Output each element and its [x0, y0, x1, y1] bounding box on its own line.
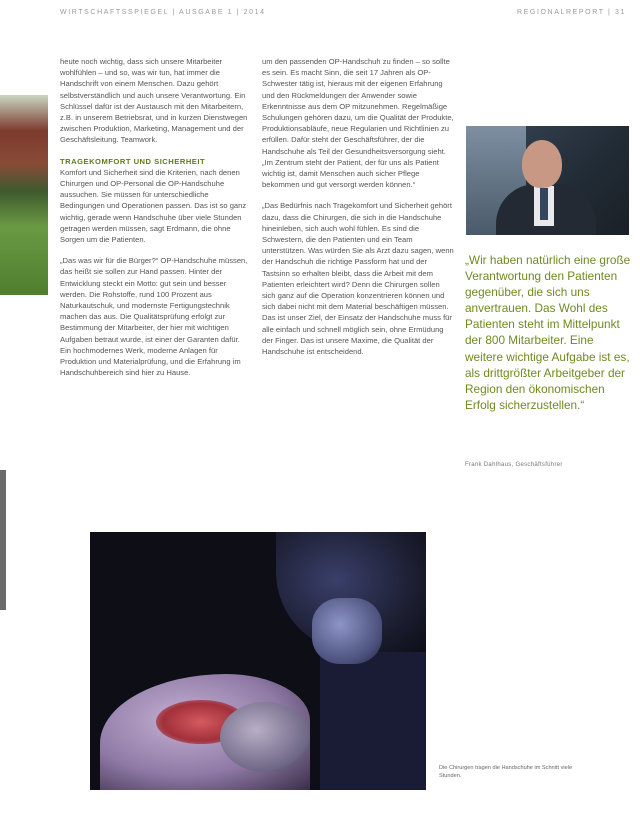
portrait-head: [522, 140, 562, 188]
edge-photo-building: [0, 95, 48, 295]
section-heading: TRAGEKOMFORT UND SICHERHEIT: [60, 156, 206, 166]
pull-quote: „Wir haben natürlich eine große Verantwortung den Patienten gegenüber, die sich uns anvertrauen. Das Wohl des Patienten steht im Mittelpunkt der 800 Mitarbeiter. Eine weitere wichtige Aufgabe ist es, als drittgrößter Arbeitgeber der Region den ökonomischen Erfolg sicherzustellen.“: [465, 253, 631, 412]
column2-paragraph-2: „Das Bedürfnis nach Tragekomfort und Sicherheit gehört dazu, dass die Chirurgen, die sich in die Handschuhe hineinleben, sich auch wohl fühlen. Es sind die Schwestern, die den Patienten und ein Team unterstützen. Was würden Sie als Arzt dazu sagen, wenn der Handschuh die richtige Passform hat und der Tastsinn so erhalten bleibt, dass die Arbeit mit dem Patienten erleichtert wird? Denn die Chirurgen sollen sich ganz auf die Operation konzentrieren können und sich dabei nicht mit dem Material beschäftigen müssen. Das ist unser Ziel, der Einsatz der Handschuhe muss für alle einfach und schnell möglich sein, ohne Ermüdung der Finger. Das ist unsere Maxime, die Qualität der Handschuhe ist entscheidend.: [262, 201, 454, 357]
photo-caption: Die Chirurgen tragen die Handschuhe im Schnitt viele Stunden.: [439, 765, 573, 779]
surgery-photo: [90, 532, 426, 790]
gloved-hand: [220, 702, 310, 772]
article-column-2: [262, 56, 454, 367]
pull-quote-author: Frank Dahlhaus, Geschäftsführer: [465, 462, 563, 468]
article-column-1: [60, 56, 250, 388]
surgeon-mask: [312, 598, 382, 664]
column2-paragraph-1: um den passenden OP-Handschuh zu finden – so sollte es sein. Es macht Sinn, die seit 17 Jahren als OP-Schwester tätig ist, hieraus mit der eigenen Erfahrung und den Rückmeldungen der Anwender sowie Erkenntnisse aus dem OP mitzunehmen. Regelmäßige Schulungen gehören dazu, um die Qualität der Produkte, Produktionsabläufe, neue Regularien und Richtlinien zu erfüllen. Dafür steht der Geschäftsführer, der die Handschuhe als Teil der Gesundheitsversorgung sieht. „Im Zentrum steht der Patient, der für uns als Patient wichtig ist, damit Menschen auch sicher Pflege bekommen und gut versorgt werden können.“: [262, 57, 454, 190]
running-header-publication: WIRTSCHAFTSSPIEGEL | AUSGABE 1 | 2014: [60, 9, 266, 16]
column1-paragraph-2: Komfort und Sicherheit sind die Kriterien, nach denen Chirurgen und OP-Personal die OP-Handschuhe aussuchen. Sie müssen für unterschiedliche Bedingungen und Operationen passen. Das ist so ganz wichtig, gerade wenn Handschuhe über viele Stunden getragen werden müssen, sagt Erdmann, die ohne Sorgen um die Patienten.: [60, 167, 247, 245]
portrait-tie: [540, 188, 548, 220]
column1-paragraph-1: heute noch wichtig, dass sich unsere Mitarbeiter wohlfühlen – und so, was wir tun, hat immer die Handschrift von einem Menschen. Dazu gehört selbstverständlich und auch unsere Verantwortung. Ein Schlüssel dafür ist der Austausch mit den Mitarbeitern, z.B. in unserem Betriebsrat, und in kurzen Dienstwegen zwischen Produktion, Marketing, Management und der Geschäftsleitung. Teamwork.: [60, 57, 248, 145]
edge-photo-strip: [0, 470, 6, 610]
column1-paragraph-3: „Das was wir für die Bürger?“ OP-Handschuhe müssen, das heißt sie sollen zur Hand passen. Hinter der Entwicklung steckt ein Motto: gut sein und besser werden. Die Rohstoffe, rund 100 Prozent aus Naturkautschuk, und modernste Fertigungstechnik machen das aus. Die Qualitätsprüfung erfolgt zur Bestimmung der Mitarbeiter, der hier mit wichtigen Aufgaben betraut wurde, ist einer der Garanten dafür. Ein hochmodernes Werk, moderne Anlagen für Produktion und Materialprüfung, und die Erfahrung im Handschuhbereich sind hier zu Hause.: [60, 256, 248, 378]
surgeon-gown: [320, 642, 426, 790]
portrait-photo: [466, 126, 629, 235]
running-header-section-page: REGIONALREPORT | 31: [517, 9, 626, 16]
